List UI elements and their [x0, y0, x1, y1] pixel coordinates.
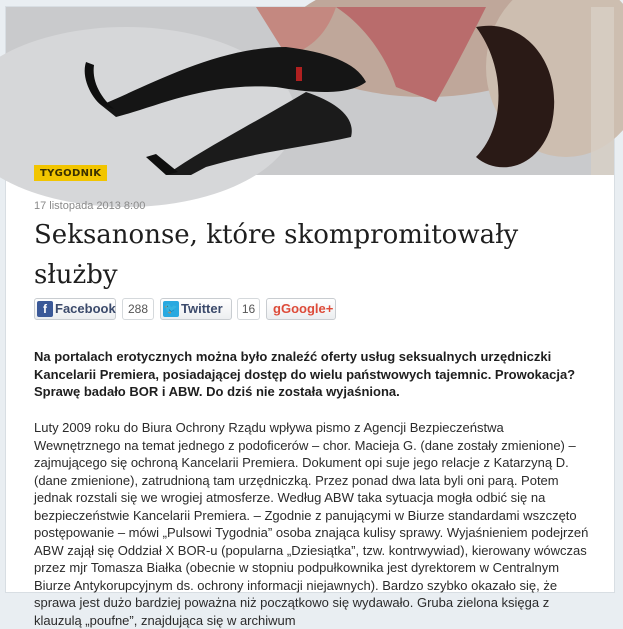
facebook-share-button[interactable] [34, 298, 116, 320]
article-card [6, 7, 614, 628]
googleplus-share-button[interactable] [266, 298, 336, 320]
article-lead: Na portalach erotycznych można było znaleźć oferty usług seksualnych urzędniczki Kancelarii Premiera, posiadającej dostęp do wielu państwowych tajemnic. Prowokacja? Sprawę badało BOR i ABW. Do dziś nie została wyjaśniona. [34, 349, 576, 399]
twitter-label: Twitter [181, 301, 223, 316]
article-date: 17 listopada 2013 8:00 [34, 200, 146, 212]
hero-photo [6, 7, 614, 175]
googleplus-label: Google+ [281, 301, 334, 316]
article-hero-image[interactable] [6, 7, 614, 175]
facebook-icon: f [37, 301, 53, 317]
article-title: Seksanonse, które skompromitowały służby [34, 220, 519, 290]
facebook-count: 288 [122, 298, 154, 320]
google-plus-icon: g [273, 301, 281, 316]
article-body: Luty 2009 roku do Biura Ochrony Rządu wpływa pismo z Agencji Bezpieczeństwa Wewnętrznego na temat jednego z podoficerów – chor. Macieja G. (dane zostały zmienione) – zajmującego się ochroną Kancelarii Premiera. Dokument opi suje jego relacje z Katarzyną D. (dane zmienione), zatrudnioną tam urzędniczką. Przez ponad dwa lata byli oni parą. Potem jednak rozstali się we wrogiej atmosferze. Według ABW taka sytuacja mogła odbić się na bezpieczeństwie Kancelarii Premiera. – Zgodnie z panującymi w Biurze standardami wszczęto postępowanie – mówi „Pulsowi Tygodnia” osoba znająca kulisy sprawy. Wyjaśnieniem podejrzeń ABW zajął się Oddział X BOR-u (popularna „Dziesiątka”, tzw. kontrwywiad), kierowany wówczas przez mjr Tomasza Białka (obecnie w stopniu podpułkownika jest dyrektorem w Centralnym Biurze Antykorupcyjnym ds. ochrony informacji niejawnych). Bardzo szybko okazało się, że sprawa jest dużo bardziej poważna niż początkowo się wydawało. Gruba zielona księga z klauzulą „poufne”, znajdująca się w archiwum [34, 420, 589, 628]
facebook-label: Facebook [55, 301, 116, 316]
twitter-icon: 🐦 [164, 303, 178, 315]
twitter-count: 16 [237, 298, 260, 320]
twitter-share-button[interactable] [160, 298, 232, 320]
category-badge[interactable]: TYGODNIK [34, 165, 107, 181]
